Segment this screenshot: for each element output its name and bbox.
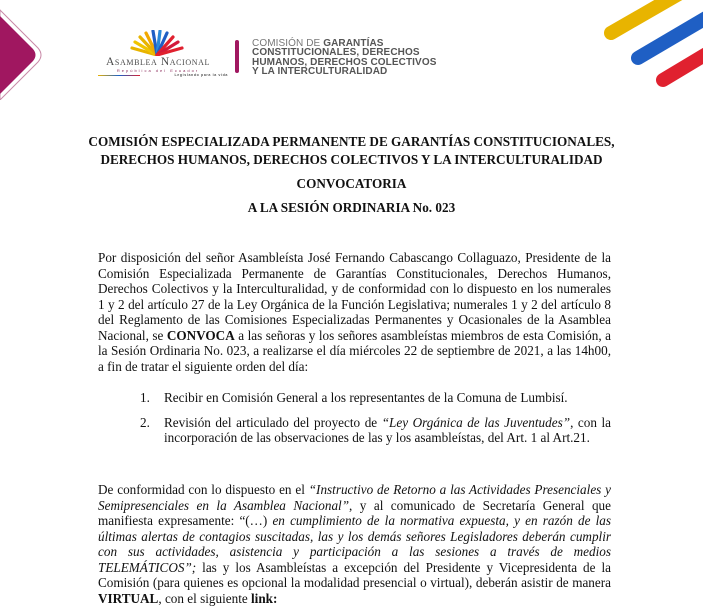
commission-logo-light: COMISIÓN DE — [252, 38, 321, 49]
commission-logo-bar — [235, 40, 239, 73]
paragraph-1-text-end: a las señoras y los señores asambleístas miembros de esta Comisión, a la Sesión Ordinaria No. 023, a realizarse el día miércoles 22 de septiembre de 2021, a las 14h00, a fin de tratar el siguiente orden del día: — [98, 327, 611, 374]
convocation-paragraph — [98, 250, 611, 374]
paragraph-1-text: Por disposición del señor Asambleísta José Fernando Cabascango Collaguazo, Presidente de la Comisión Especializada Permanente de Garantías Constitucionales, Derechos Humanos, Derechos Colectivos y la Interculturalidad, y de conformidad con lo dispuesto en los numerales 1 y 2 del artículo 27 de la Ley Orgánica de la Función Legislativa; numerales 1 y 2 del artículo 8 del Reglamento de las Comisiones Especializadas Permanentes y Ocasionales de la Asamblea Nacional, se — [98, 250, 611, 343]
agenda-list — [140, 390, 611, 446]
agenda-item-text: Recibir en Comisión General a los representantes de la Comuna de Lumbisí. — [164, 390, 568, 405]
paragraph-2-text: , y al comunicado de Secretaría General que manifiesta expresamente: “(…) — [98, 497, 611, 528]
sunburst-emblem-icon — [126, 30, 188, 56]
paragraph-2-text: De conformidad con lo dispuesto en el — [98, 482, 309, 497]
agenda-item-italic: “Ley Orgánica de las Juventudes” — [381, 414, 571, 430]
paragraph-2-italic: “Instructivo de Retorno a las Actividades Presenciales y Semipresenciales en la Asamblea Nacional” — [98, 482, 611, 513]
document-title-line-1: COMISIÓN ESPECIALIZADA PERMANENTE DE GARANTÍAS CONSTITUCIONALES, — [88, 134, 615, 149]
agenda-item — [140, 390, 611, 406]
flag-stripes-decoration — [593, 0, 703, 95]
agenda-item-number: 1. — [140, 390, 150, 405]
agenda-item — [140, 415, 611, 446]
logo-divider — [98, 75, 140, 76]
asamblea-nacional-logo — [88, 30, 228, 80]
logo-name: Asamblea Nacional — [106, 56, 210, 68]
paragraph-1-bold: CONVOCA — [166, 327, 235, 343]
logo-subtitle: República del Ecuador — [116, 68, 200, 73]
paragraph-2-italic-quote: en cumplimiento de la normativa expuesta, y en razón de las últimas alertas de contagios suscitadas, las y los demás señores Legisladores deberán cumplir con sus actividades, asistencia y participación a las sesiones a través de medios TELEMÁTICOS”; — [98, 513, 611, 575]
commission-logo-line-2: CONSTITUCIONALES, DERECHOS — [252, 47, 420, 59]
paragraph-2-text: , con el siguiente — [158, 590, 252, 606]
commission-logo-text — [252, 39, 436, 77]
agenda-item-text-end: , con la incorporación de las observaciones de las y los asambleístas, del Art. 1 al Art.21. — [164, 414, 612, 445]
agenda-item-number: 2. — [140, 414, 150, 430]
paragraph-2-text: las y los Asambleístas a excepción del Presidente y Vicepresidenta de la Comisión (para quienes es opcional la modalidad presencial o virtual), deberán asistir de manera — [98, 559, 611, 590]
document-title-line-2: DERECHOS HUMANOS, DERECHOS COLECTIVOS Y LA INTERCULTURALIDAD — [100, 152, 603, 167]
magenta-corner-decoration — [0, 0, 60, 100]
commission-logo-line-3: HUMANOS, DERECHOS COLECTIVOS — [252, 56, 437, 68]
document-heading: CONVOCATORIA — [296, 176, 407, 191]
logo-tagline: Legislando para la vida — [174, 73, 228, 77]
commission-logo-line-4: Y LA INTERCULTURALIDAD — [252, 66, 388, 78]
document-subheading: A LA SESIÓN ORDINARIA No. 023 — [247, 200, 456, 215]
commission-logo-bold: GARANTÍAS — [323, 38, 384, 49]
virtual-attendance-paragraph — [98, 482, 611, 606]
link-label: link: — [251, 590, 278, 606]
paragraph-2-bold: VIRTUAL — [98, 590, 159, 606]
agenda-item-text: Revisión del articulado del proyecto de — [164, 414, 382, 430]
